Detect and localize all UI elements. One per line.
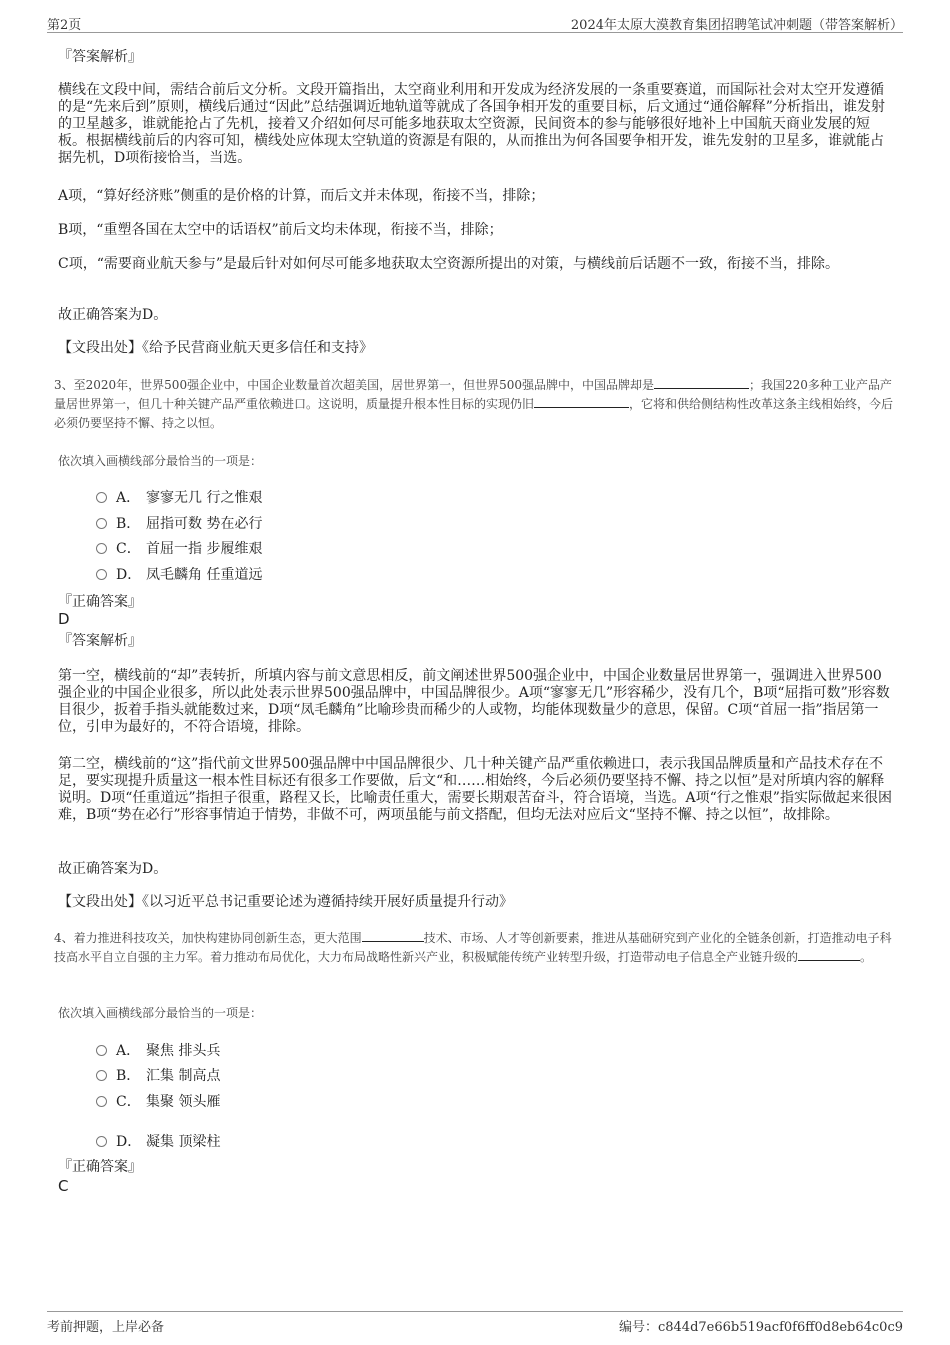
q3-analysis-para-1: 第一空，横线前的“却”表转折，所填内容与前文意思相反，前文阐述世界500强企业中，中国企业数量居世界第一，强调进入世界500强企业的中国企业很多，所以此处表示世界500强品牌中，中国品牌很少。A项“寥寥无几”形容稀少，没有几个，B项“屈指可数”形容数目很少，扳着手指头就能数过来，D项“凤毛麟角”比喻珍贵而稀少的人或物，均能体现数量少的意思，保留。C项“首屈一指”指居第一位，引申为最好的，不符合语境，排除。	[58, 668, 890, 735]
q3-source: 【文段出处】《以习近平总书记重要论述为遵循持续开展好质量提升行动》	[58, 894, 513, 910]
q4-option-d[interactable]: D． 凝集 顶梁柱	[96, 1131, 220, 1151]
radio-icon[interactable]	[96, 569, 107, 580]
q3-stem: 3、至2020年，世界500强企业中，中国企业数量首次超美国，居世界第一，但世界500强品牌中，中国品牌却是 ；我国220多种工业产品产量居世界第一，但几十种关键产品严重依赖进口。这说明，质量提升根本性目标的实现仍旧 ，它将和供给侧结构性改革这条主线相始终，今后必须仍要坚持不懈、持之以恒。	[54, 378, 894, 430]
page-footer	[47, 1311, 903, 1334]
radio-icon[interactable]	[96, 1045, 107, 1056]
q3-blank-1	[654, 376, 749, 389]
q4-option-a[interactable]: A． 聚焦 排头兵	[96, 1040, 220, 1060]
q4-answer: C	[58, 1177, 69, 1195]
radio-icon[interactable]	[96, 1070, 107, 1081]
document-title: 2024年太原大漠教育集团招聘笔试冲刺题（带答案解析）	[570, 18, 903, 33]
q4-option-c[interactable]: C． 集聚 领头雁	[96, 1091, 220, 1111]
radio-icon[interactable]	[96, 492, 107, 503]
q3-analysis-label: 『答案解析』	[58, 633, 142, 649]
radio-icon[interactable]	[96, 518, 107, 529]
radio-icon[interactable]	[96, 1096, 107, 1107]
document-id: 编号：c844d7e66b519acf0f6ff0d8eb64c0c9	[618, 1320, 903, 1335]
radio-icon[interactable]	[96, 543, 107, 554]
q4-stem: 4、着力推进科技攻关，加快构建协同创新生态，更大范围 技术、市场、人才等创新要素，推进从基础研究到产业化的全链条创新，打造推动电子科技高水平自立自强的主力军。着力推动布局优化，大力布局战略性新兴产业，积极赋能传统产业转型升级，打造带动电子信息全产业链升级的 。	[54, 931, 892, 964]
q4-blank-1	[362, 929, 424, 942]
q3-analysis-para-2: 第二空，横线前的“这”指代前文世界500强品牌中中国品牌很少、几十种关键产品严重依赖进口，表示我国品牌质量和产品技术存在不足，要实现提升质量这一根本性目标还有很多工作要做，后文“和……相始终，今后必须仍要坚持不懈、持之以恒”是对所填内容的解释说明。D项“任重道远”指担子很重，路程又长，比喻责任重大，需要长期艰苦奋斗，符合语境，当选。A项“行之惟艰”指实际做起来很困难，B项“势在必行”形容事情迫于情势，非做不可，两项虽能与前文搭配，但均无法对应后文“坚持不懈、持之以恒”，故排除。	[58, 756, 892, 823]
q2-source: 【文段出处】《给予民营商业航天更多信任和支持》	[58, 340, 373, 356]
footer-slogan: 考前押题，上岸必备	[47, 1320, 165, 1335]
q3-option-c[interactable]: C． 首屈一指 步履维艰	[96, 538, 262, 558]
q3-correct-label: 『正确答案』	[58, 594, 142, 610]
q2-analysis-label: 『答案解析』	[58, 49, 142, 65]
page-header	[47, 12, 903, 33]
q2-conclusion: 故正确答案为D。	[58, 307, 168, 323]
q3-option-a[interactable]: A． 寥寥无几 行之惟艰	[96, 487, 262, 507]
q2-option-b-analysis: B项，“重塑各国在太空中的话语权”前后文均未体现，衔接不当，排除；	[58, 222, 503, 238]
radio-icon[interactable]	[96, 1136, 107, 1147]
q4-prompt: 依次填入画横线部分最恰当的一项是：	[58, 1006, 263, 1020]
q3-option-d[interactable]: D． 凤毛麟角 任重道远	[96, 564, 262, 584]
q3-option-b[interactable]: B． 屈指可数 势在必行	[96, 513, 262, 533]
q4-option-b[interactable]: B． 汇集 制高点	[96, 1065, 220, 1085]
q4-correct-label: 『正确答案』	[58, 1159, 142, 1175]
q4-blank-2	[798, 948, 860, 961]
q3-answer: D	[58, 610, 70, 628]
q2-analysis-paragraph: 横线在文段中间，需结合前后文分析。文段开篇指出，太空商业利用和开发成为经济发展的一条重要赛道，而国际社会对太空开发遵循的是“先来后到”原则，横线后通过“因此”总结强调近地轨道等就成了各国争相开发的重要目标，后文通过“通俗解释”分析指出，谁发射的卫星越多，谁就能抢占了先机，接着又介绍如何尽可能多地获取太空资源，民间资本的参与能够很好地补上中国航天商业发展的短板。根据横线前后的内容可知，横线处应体现太空轨道的资源是有限的，从而推出为何各国要争相开发，谁先发射的卫星多，谁就能占据先机，D项衔接恰当，当选。	[58, 82, 885, 166]
q2-option-c-analysis: C项，“需要商业航天参与”是最后针对如何尽可能多地获取太空资源所提出的对策，与横线前后话题不一致，衔接不当，排除。	[58, 256, 840, 272]
q3-conclusion: 故正确答案为D。	[58, 861, 168, 877]
page-number: 第2页	[47, 18, 82, 33]
q3-blank-2	[534, 395, 629, 408]
q3-prompt: 依次填入画横线部分最恰当的一项是：	[58, 454, 263, 468]
q2-option-a-analysis: A项，“算好经济账”侧重的是价格的计算，而后文并未体现，衔接不当，排除；	[58, 188, 545, 204]
